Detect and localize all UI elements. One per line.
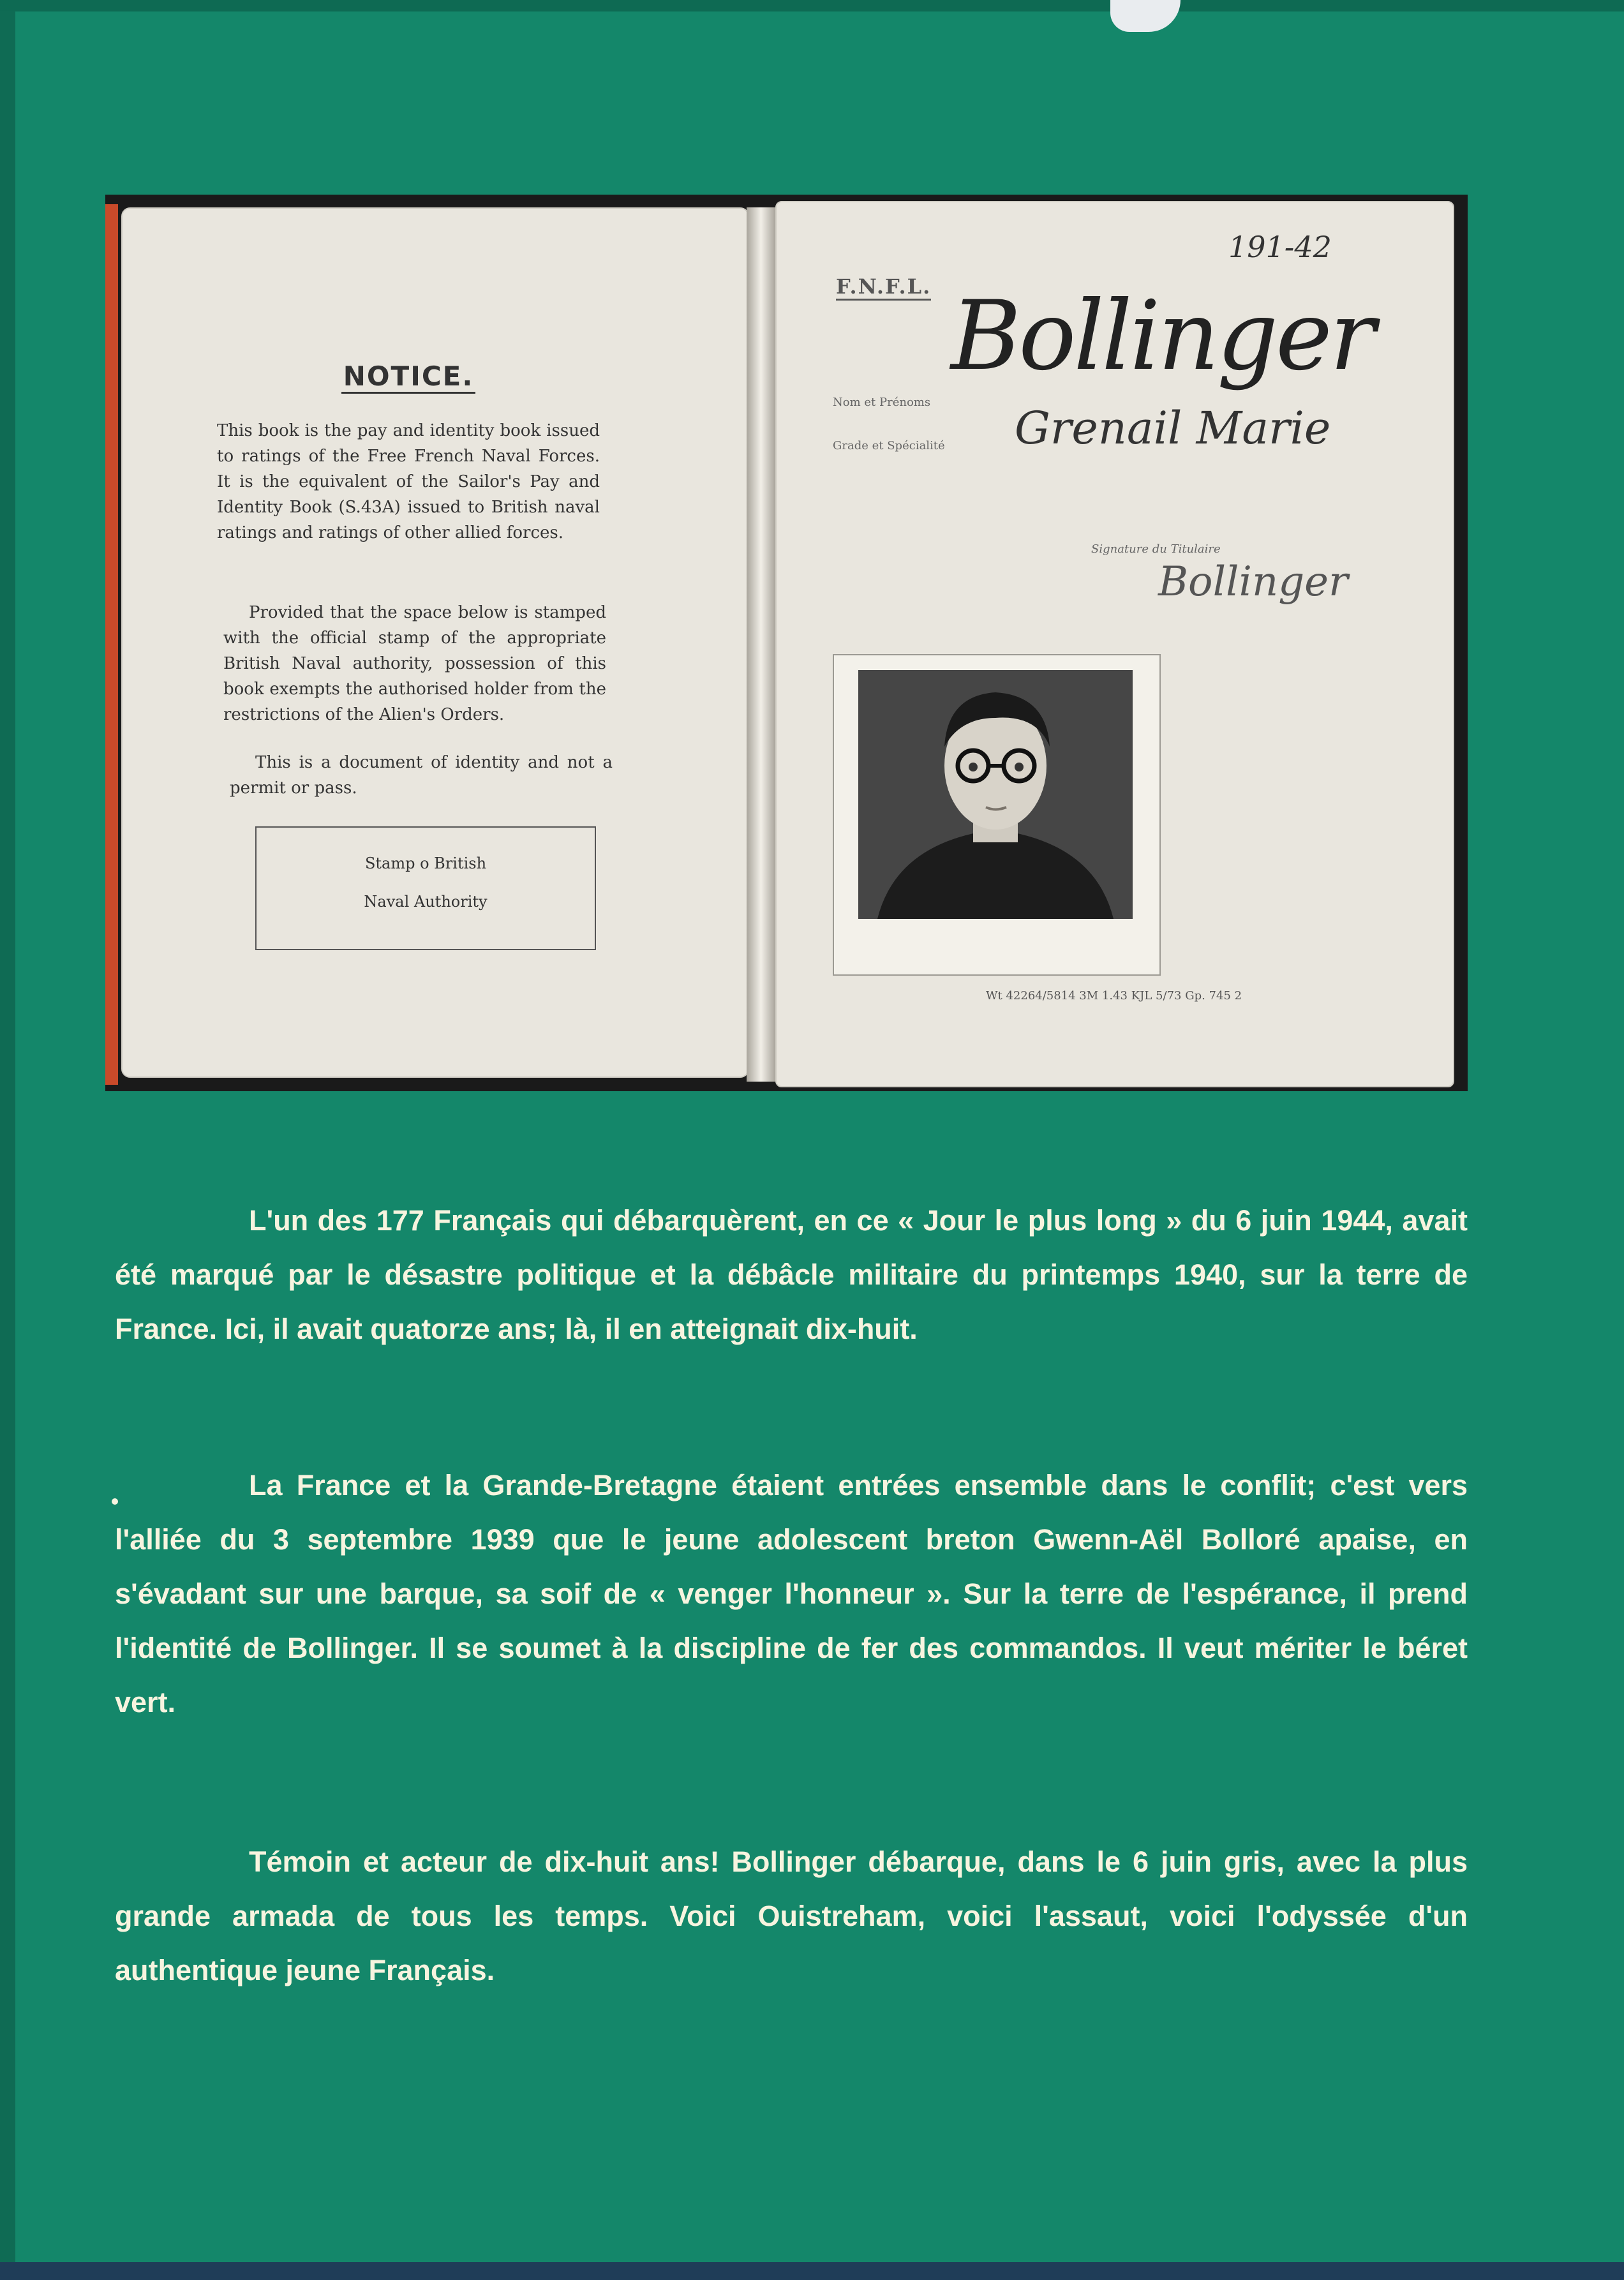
notice-paragraph-2: Provided that the space below is stamped with the official stamp of the appropriate British Naval authority, possession of this book exempts the authorised holder from the restrictions of the Alien's Orders. (223, 603, 606, 724)
name-field-label: Nom et Prénoms (833, 396, 931, 409)
fnfl-header: F.N.F.L. (836, 274, 931, 301)
printer-footer-line: Wt 42264/5814 3M 1.43 KJL 5/73 Gp. 745 2 (986, 989, 1242, 1002)
notice-paragraph-1: This book is the pay and identity book issued to ratings of the Free French Naval Forces. It is the equivalent of the Sailor's Pay and Identity Book (S.43A) issued to British naval ratings and ratings of other allied forces. (217, 421, 600, 542)
handwritten-signature: Bollinger (1158, 558, 1348, 606)
body-paragraph-3-text: Témoin et acteur de dix-huit ans! Bollinger débarque, dans le 6 juin gris, avec la plus grande armada de tous les temps. Voici Ouistreham, voici l'assaut, voici l'odyssée d'un authentique jeune Français. (115, 1845, 1468, 1986)
red-endpaper-strip (105, 204, 118, 1085)
body-paragraph-2 (115, 1458, 1468, 1729)
cover-edge (0, 0, 15, 2280)
stamp-box (255, 826, 596, 950)
stamp-label-line-2: Naval Authority (364, 893, 488, 911)
handwritten-name: Bollinger (951, 281, 1373, 392)
grade-field-label: Grade et Spécialité (833, 439, 945, 452)
cover-bottom-edge (0, 2262, 1624, 2280)
signature-field-label: Signature du Titulaire (1091, 542, 1221, 556)
notice-title: NOTICE. (341, 361, 475, 394)
book-gutter (747, 207, 775, 1082)
notice-paragraph-3: This is a document of identity and not a permit or pass. (230, 753, 613, 798)
document-number: 191-42 (1228, 230, 1332, 264)
body-paragraph-2-text: La France et la Grande-Bretagne étaient entrées ensemble dans le conflit; c'est vers l'alliée du 3 septembre 1939 que le jeune adolescent breton Gwenn-Aël Bolloré apaise, en s'évadant sur une barque, sa soif de « venger l'honneur ». Sur la terre de l'espérance, il prend l'identité de Bollinger. Il se soumet à la discipline de fer des commandos. Il veut mériter le béret vert. (115, 1469, 1468, 1718)
stamp-label-line-1: Stamp o British (364, 854, 487, 872)
body-paragraph-1 (115, 1193, 1468, 1356)
portrait-photo (858, 670, 1133, 919)
handwritten-grade: Grenail Marie (1015, 402, 1331, 454)
body-paragraph-1-text: L'un des 177 Français qui débarquèrent, en ce « Jour le plus long » du 6 juin 1944, avait été marqué par le désastre politique et la débâcle militaire du printemps 1940, sur la terre de France. Ici, il avait quatorze ans; là, il en atteignait dix-huit. (115, 1204, 1468, 1345)
cover-top-edge (0, 0, 1624, 11)
body-paragraph-3 (115, 1835, 1468, 1997)
